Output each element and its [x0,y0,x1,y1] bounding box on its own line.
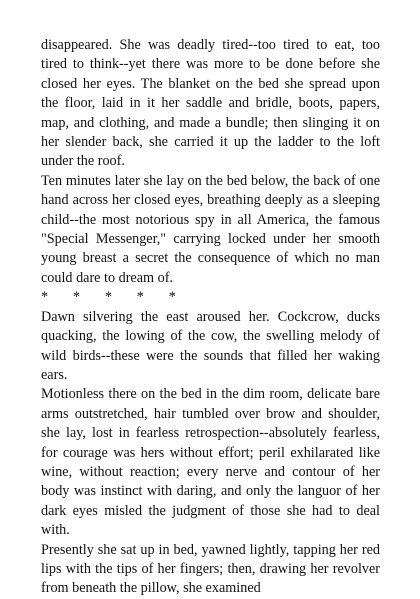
paragraph-1: disappeared. She was deadly tired--too tired to eat, too tired to think--yet there was more to be done before she closed her eyes. The blanket on the bed she spread upon the floor, laid in it her saddle and bridle, boots, papers, map, and clothing, and made a bundle; then slinging it on her slender back, she carried it up the ladder to the loft under the roof. [41,37,380,170]
document-page [41,36,380,599]
paragraph-2: Ten minutes later she lay on the bed below, the back of one hand across her closed eyes, breathing deeply as a sleeping child--the most notorious spy in all America, the famous "Special Messenger," carrying locked under her smooth young breast a secret the consequence of which no man could dare to dream of. [41,172,380,286]
paragraph-5: Presently she sat up in bed, yawned lightly, tapping her red lips with the tips of her fingers; then, drawing her revolver from beneath the pillow, she examined [41,541,380,597]
section-separator: * * * * * [41,289,176,306]
paragraph-3: Dawn silvering the east aroused her. Cockcrow, ducks quacking, the lowing of the cow, the swelling melody of wild birds--these were the sounds that filled her waking ears. [41,308,380,383]
paragraph-4: Motionless there on the bed in the dim room, delicate bare arms outstretched, hair tumbled over brow and shoulder, she lay, lost in fearless retrospection--absolutely fearless, for courage was hers without effort; peril exhilarated like wine, without reaction; every nerve and contour of her body was instinct with daring, and only the languor of her dark eyes misled the judgment of those she had to deal with. [41,386,380,539]
